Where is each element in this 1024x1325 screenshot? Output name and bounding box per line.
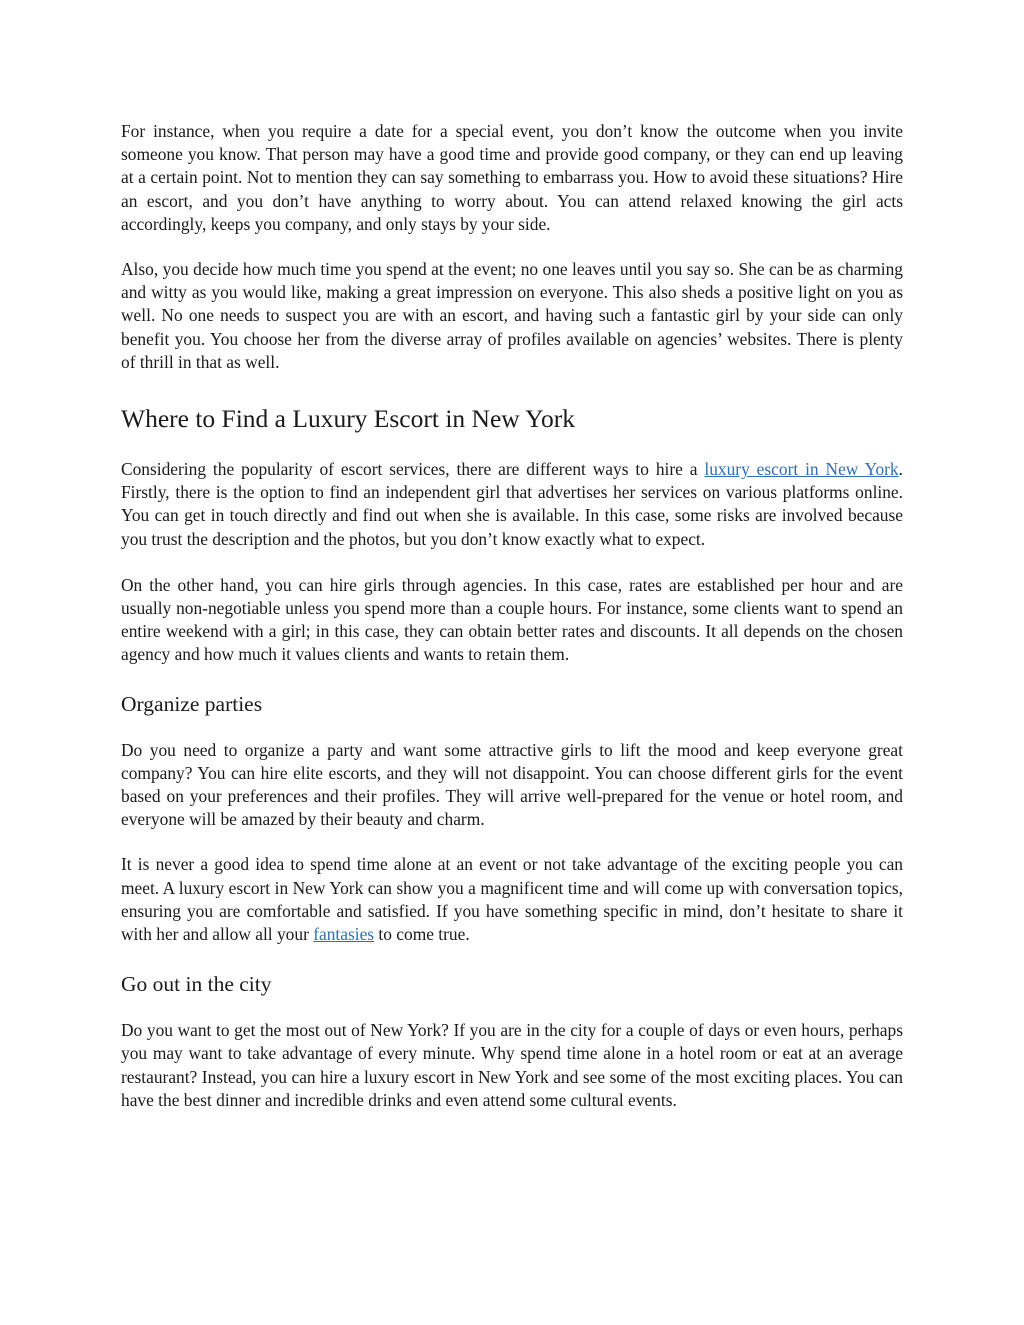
paragraph-popularity (121, 458, 903, 551)
document-page (121, 120, 903, 1112)
heading-where-to-find: Where to Find a Luxury Escort in New York (121, 404, 575, 434)
paragraph-special-event: For instance, when you require a date for a special event, you don’t know the outcome when you invite someone you know. That person may have a good time and provide good company, or they can end up leaving at a certain point. Not to mention they can say something to embarrass you. How to avoid these situations? Hire an escort, and you don’t have anything to worry about. You can attend relaxed knowing the girl acts accordingly, keeps you company, and only stays by your side. (121, 121, 903, 234)
fantasies-link[interactable]: fantasies (313, 924, 375, 945)
paragraph-never-alone-text-end: to come true. (374, 924, 470, 945)
heading-organize-parties: Organize parties (121, 691, 263, 716)
paragraph-agencies: On the other hand, you can hire girls through agencies. In this case, rates are established per hour and are usually non-negotiable unless you spend more than a couple hours. For instance, some clients want to spend an entire weekend with a girl; in this case, they can obtain better rates and discounts. It all depends on the chosen agency and how much it values clients and wants to retain them. (121, 574, 903, 665)
luxury-escort-link[interactable]: luxury escort in New York (704, 459, 899, 480)
heading-go-out-city: Go out in the city (121, 972, 272, 997)
paragraph-city: Do you want to get the most out of New York? If you are in the city for a couple of days or even hours, perhaps you may want to take advantage of every minute. Why spend time alone in a hotel room or eat at an average restaurant? Instead, you can hire a luxury escort in New York and see some of the most exciting places. You can have the best dinner and incredible drinks and even attend some cultural events. (121, 1020, 903, 1110)
paragraph-never-alone-text-start: It is never a good idea to spend time alone at an event or not take advantage of the exciting people you can meet. A luxury escort in New York can show you a magnificent time and will come up with conversation topics, ensuring you are comfortable and satisfied. If you have something specific in mind, don’t hesitate to share it with her and allow all your (121, 854, 903, 945)
paragraph-popularity-text-start: Considering the popularity of escort services, there are different ways to hire a (121, 459, 705, 480)
paragraph-event-time: Also, you decide how much time you spend at the event; no one leaves until you say so. She can be as charming and witty as you would like, making a great impression on everyone. This also sheds a positive light on you as well. No one needs to suspect you are with an escort, and having such a fantastic girl by your side can only benefit you. You choose her from the diverse array of profiles available on agencies’ websites. There is plenty of thrill in that as well. (121, 259, 903, 372)
paragraph-never-alone (121, 853, 903, 946)
paragraph-popularity-text-end: . Firstly, there is the option to find an independent girl that advertises her services on various platforms online. You can get in touch directly and find out when she is available. In this case, some risks are involved because you trust the description and the photos, but you don’t know exactly what to expect. (121, 459, 903, 549)
paragraph-party: Do you need to organize a party and want some attractive girls to lift the mood and keep everyone great company? You can hire elite escorts, and they will not disappoint. You can choose different girls for the event based on your preferences and their profiles. They will arrive well-prepared for the venue or hotel room, and everyone will be amazed by their beauty and charm. (121, 739, 903, 830)
